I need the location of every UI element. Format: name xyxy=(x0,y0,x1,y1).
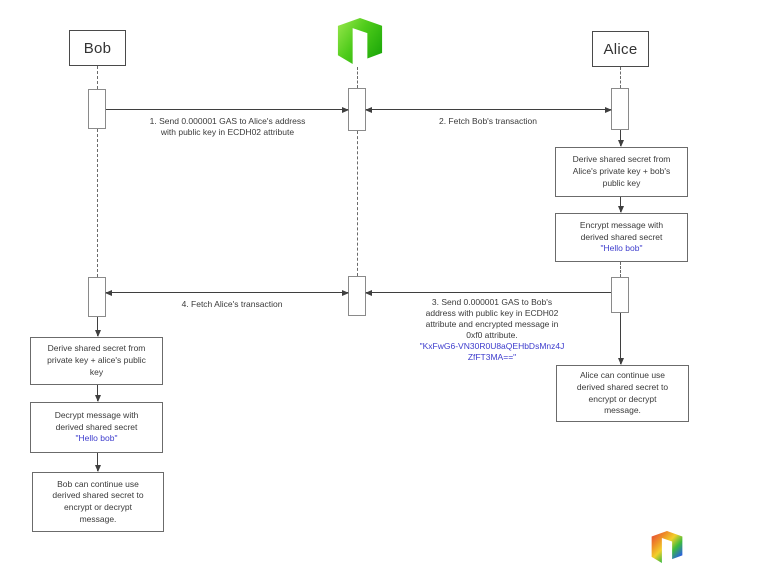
alice-flow-arrow xyxy=(620,130,621,146)
message-1-label: 1. Send 0.000001 GAS to Alice's address with public key in ECDH02 attribute xyxy=(149,116,306,137)
alice-derive-secret-box: Derive shared secret from Alice's private key + bob's public key xyxy=(555,147,688,197)
bob-decrypt-message-box: Decrypt message with derived shared secret "Hello bob" xyxy=(30,402,163,453)
alice-activation-bar-2 xyxy=(611,277,629,313)
bob-flow-arrow xyxy=(97,453,98,471)
alice-activation-bar-1 xyxy=(611,88,629,130)
actor-alice xyxy=(592,31,649,67)
alice-lifeline-segment xyxy=(620,262,621,277)
bob-flow-arrow xyxy=(97,385,98,401)
hello-bob-text: "Hello bob" xyxy=(600,243,643,254)
alice-encrypt-message-box: Encrypt message with derived shared secret "Hello bob" xyxy=(555,213,688,262)
bob-activation-bar-2 xyxy=(88,277,106,317)
message-4-label: 4. Fetch Alice's transaction xyxy=(181,299,283,309)
message-2-label: 2. Fetch Bob's transaction xyxy=(438,116,537,126)
hello-bob-text: "Hello bob" xyxy=(75,433,118,444)
alice-flow-arrow xyxy=(620,197,621,212)
actor-bob xyxy=(69,30,126,66)
alice-continue-box: Alice can continue use derived shared secret to encrypt or decrypt message. xyxy=(556,365,689,422)
bob-lifeline-segment xyxy=(97,66,98,89)
encrypted-payload-text: "KxFwG6-VN30R0U8aQEHbDsMnz4J xyxy=(419,341,565,351)
actor-alice-label: Alice xyxy=(603,40,638,58)
alice-lifeline-segment xyxy=(620,67,621,88)
encrypted-payload-text: ZfFT3MA==" xyxy=(467,352,517,362)
neo-lifeline-segment xyxy=(357,67,358,88)
bob-flow-arrow xyxy=(97,317,98,336)
message-3-label: 3. Send 0.000001 GAS to Bob's address with public key in ECDH02 attribute and encrypted message in 0xf0 attribute. "KxFwG6-VN30R0U8aQEHbDsMnz4J ZfFT3MA==" xyxy=(392,297,592,363)
neo-activation-bar-1 xyxy=(348,88,366,131)
bob-lifeline-segment xyxy=(97,129,98,277)
bob-derive-secret-box: Derive shared secret from private key + alice's public key xyxy=(30,337,163,385)
message-1-arrow xyxy=(106,109,348,110)
neo-activation-bar-2 xyxy=(348,276,366,316)
neo-rainbow-logo-icon xyxy=(651,530,683,564)
message-4-arrow xyxy=(106,292,348,293)
neo-logo-icon xyxy=(337,15,383,67)
neo-lifeline-segment xyxy=(357,131,358,276)
bob-continue-box: Bob can continue use derived shared secret to encrypt or decrypt message. xyxy=(32,472,164,532)
actor-bob-label: Bob xyxy=(83,39,112,57)
message-2-arrow xyxy=(366,109,611,110)
alice-flow-arrow xyxy=(620,313,621,364)
bob-activation-bar-1 xyxy=(88,89,106,129)
message-3-arrow xyxy=(366,292,611,293)
